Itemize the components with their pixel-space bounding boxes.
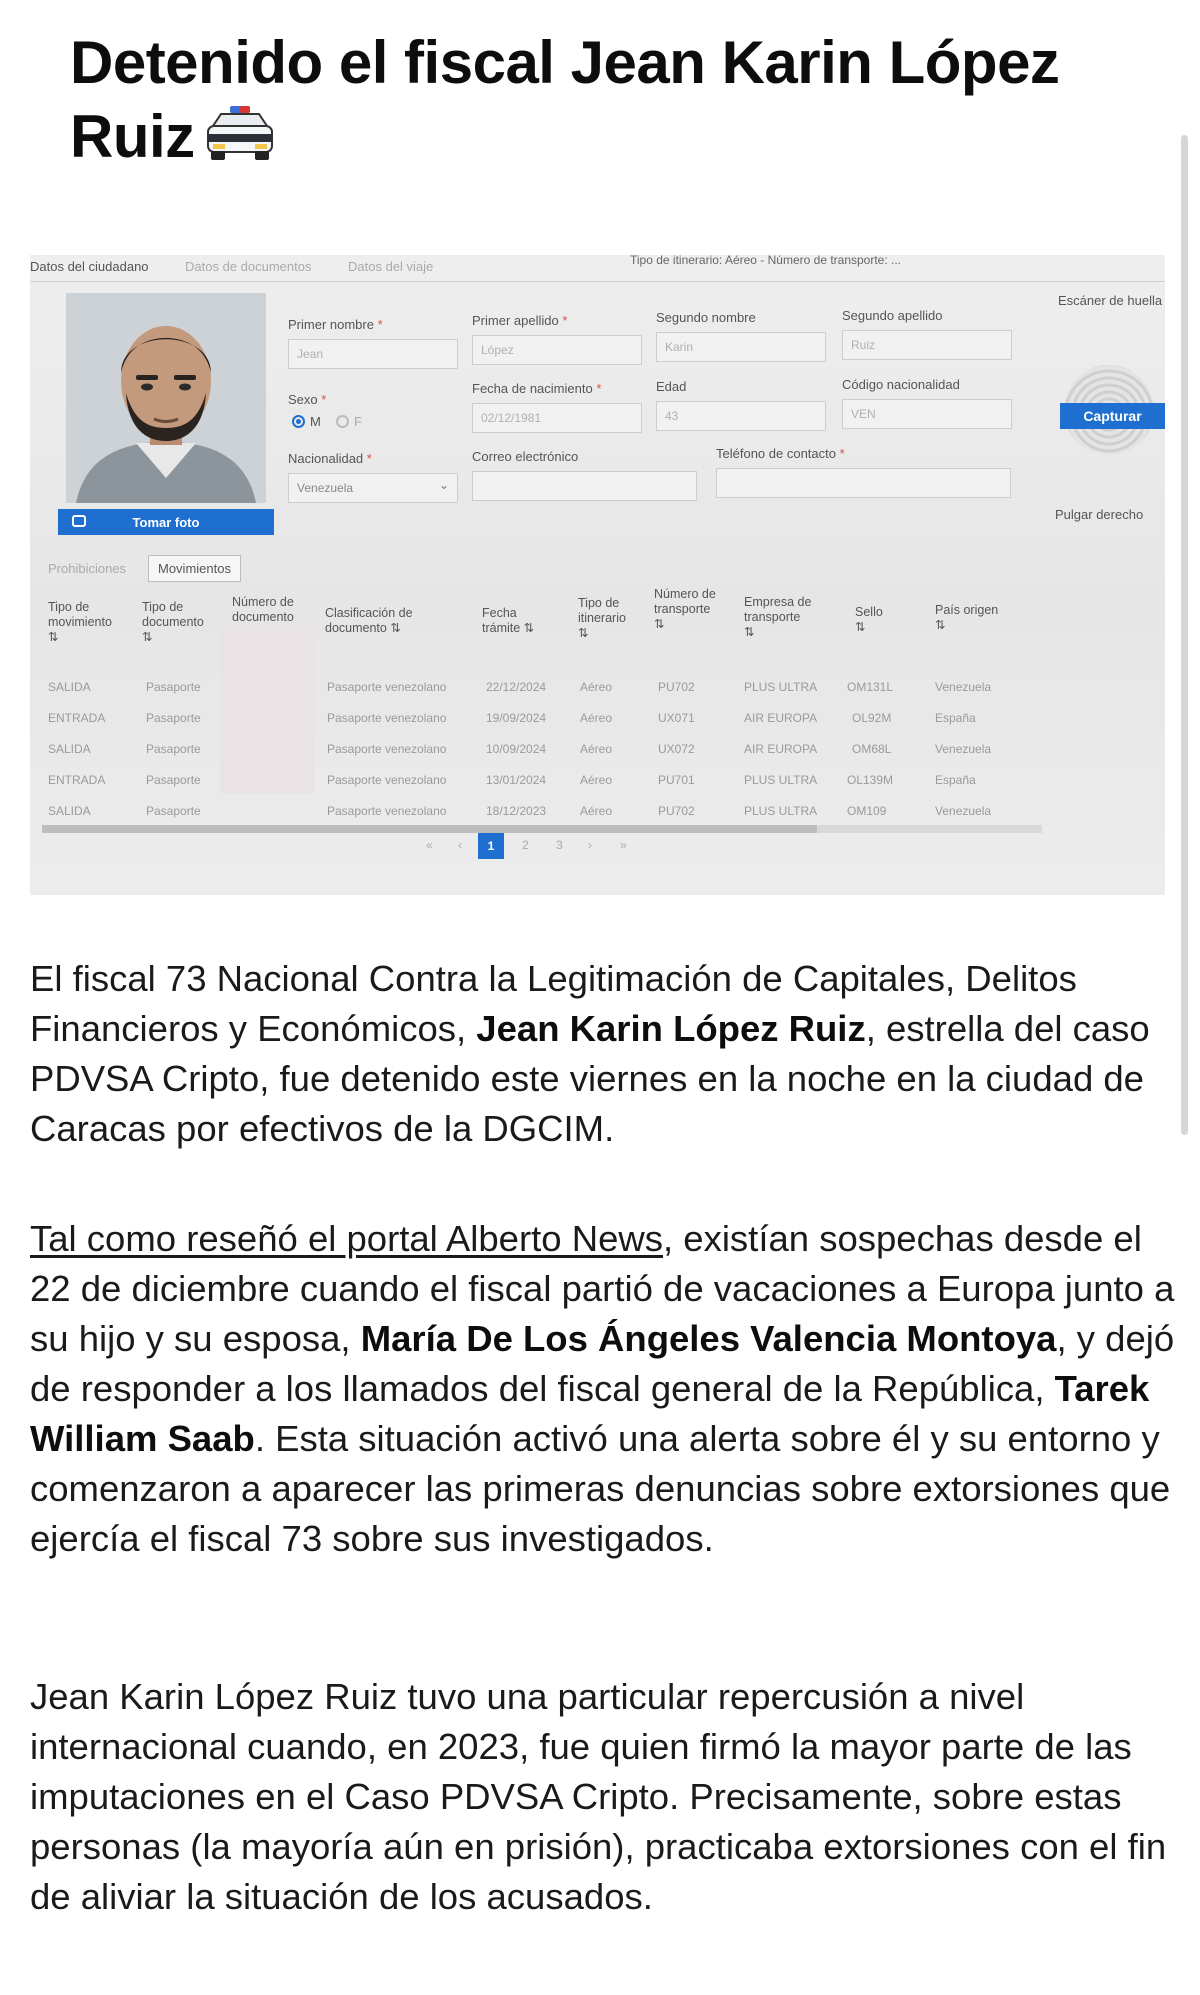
- th-empresa: Empresa de transporte ⇅: [744, 595, 812, 639]
- capture-button[interactable]: Capturar: [1060, 403, 1165, 429]
- cell-doc-type: Pasaporte: [146, 742, 201, 756]
- cell-classification: Pasaporte venezolano: [327, 742, 447, 756]
- th-clasificacion: Clasificación de documento ⇅: [325, 606, 413, 635]
- cell-company: AIR EUROPA: [744, 711, 818, 725]
- sexo-f-label: F: [354, 414, 362, 429]
- cell-date: 22/12/2024: [486, 680, 547, 694]
- pager-first[interactable]: «: [426, 838, 433, 852]
- telefono-label: Teléfono de contacto *: [716, 446, 845, 461]
- scanner-label: Escáner de huella: [1058, 293, 1163, 308]
- primer-apellido-field[interactable]: López: [472, 335, 642, 365]
- fecha-nacimiento-label: Fecha de nacimiento *: [472, 381, 602, 396]
- cell-origin-country: Venezuela: [935, 804, 992, 818]
- cell-classification: Pasaporte venezolano: [327, 804, 447, 818]
- cell-transport-number: UX071: [658, 711, 695, 725]
- th-pais-origen: País origen ⇅: [935, 603, 999, 632]
- th-numero-documento: Número de documento: [232, 595, 294, 624]
- cell-itinerary: Aéreo: [580, 742, 613, 756]
- cell-origin-country: Venezuela: [935, 680, 992, 694]
- bold-name-maria: María De Los Ángeles Valencia Montoya: [360, 1318, 1057, 1359]
- cell-classification: Pasaporte venezolano: [327, 680, 447, 694]
- chevron-down-icon: ⌄: [438, 478, 449, 492]
- bold-name-jean-karin: Jean Karin López Ruiz: [476, 1008, 866, 1049]
- th-fecha: Fecha trámite ⇅: [482, 606, 535, 635]
- bold-name-tarek: Tarek William Saab: [30, 1368, 1150, 1459]
- cell-itinerary: Aéreo: [580, 680, 613, 694]
- title-text: Detenido el fiscal Jean Karin López Ruiz: [70, 29, 1060, 170]
- primer-nombre-field[interactable]: Jean: [288, 339, 458, 369]
- edad-label: Edad: [656, 379, 687, 394]
- th-tipo-documento: Tipo de documento ⇅: [142, 600, 204, 644]
- scrollbar[interactable]: [1181, 135, 1188, 1135]
- thumb-label: Pulgar derecho: [1055, 507, 1144, 522]
- cell-doc-type: Pasaporte: [146, 711, 201, 725]
- telefono-field[interactable]: [716, 468, 1011, 498]
- segundo-nombre-field[interactable]: Karin: [656, 332, 826, 362]
- cell-classification: Pasaporte venezolano: [327, 711, 447, 725]
- th-numero-transporte: Número de transporte ⇅: [654, 587, 716, 631]
- tab-datos-viaje[interactable]: Datos del viaje: [348, 259, 434, 274]
- codigo-nacionalidad-field[interactable]: VEN: [842, 399, 1012, 429]
- primer-nombre-label: Primer nombre *: [288, 317, 383, 332]
- cell-transport-number: PU702: [658, 804, 695, 818]
- citizen-portrait: [66, 293, 266, 503]
- pager-page-2[interactable]: 2: [522, 838, 529, 852]
- cell-date: 10/09/2024: [486, 742, 547, 756]
- correo-field[interactable]: [472, 471, 697, 501]
- tab-datos-ciudadano[interactable]: Datos del ciudadano: [30, 259, 149, 274]
- article-paragraph-1: El fiscal 73 Nacional Contra la Legitimación de Capitales, Delitos Financieros y Económicos, Jean Karin López Ruiz, estrella del caso PDVSA Cripto, fue detenido este viernes en la noche en la ciudad de Caracas por efectivos de la DGCIM.: [30, 958, 1150, 1149]
- cell-date: 18/12/2023: [486, 804, 547, 818]
- correo-label: Correo electrónico: [472, 449, 579, 464]
- cell-company: AIR EUROPA: [744, 742, 818, 756]
- th-tipo-itinerario: Tipo de itinerario ⇅: [578, 596, 626, 640]
- cell-transport-number: PU702: [658, 680, 695, 694]
- redacted-document-numbers: [220, 625, 315, 793]
- take-photo-label: Tomar foto: [132, 514, 200, 530]
- itinerary-summary: Tipo de itinerario: Aéreo - Número de transporte: ...: [630, 255, 902, 267]
- fecha-nacimiento-field[interactable]: 02/12/1981: [472, 403, 642, 433]
- tab-prohibiciones[interactable]: Prohibiciones: [48, 561, 127, 576]
- segundo-apellido-label: Segundo apellido: [842, 308, 943, 323]
- cell-doc-type: Pasaporte: [146, 773, 201, 787]
- tab-datos-documentos[interactable]: Datos de documentos: [185, 259, 312, 274]
- camera-icon: [72, 515, 86, 527]
- cell-stamp: OM68L: [852, 742, 892, 756]
- cell-doc-type: Pasaporte: [146, 680, 201, 694]
- cell-stamp: OM109: [847, 804, 887, 818]
- pager-page-3[interactable]: 3: [556, 838, 563, 852]
- take-photo-button[interactable]: [58, 509, 274, 535]
- th-tipo-movimiento: Tipo de movimiento ⇅: [48, 600, 112, 644]
- nacionalidad-label: Nacionalidad *: [288, 451, 372, 466]
- cell-doc-type: Pasaporte: [146, 804, 201, 818]
- cell-company: PLUS ULTRA: [744, 680, 818, 694]
- th-sello: Sello ⇅: [855, 605, 883, 634]
- screen-tabbar: [30, 255, 1165, 282]
- cell-movement-type: SALIDA: [48, 742, 91, 756]
- segundo-apellido-field[interactable]: Ruiz: [842, 330, 1012, 360]
- passport-screen-photo: [30, 255, 1165, 895]
- cell-company: PLUS ULTRA: [744, 773, 818, 787]
- pager-prev[interactable]: ‹: [458, 838, 462, 852]
- table-horizontal-scrollbar[interactable]: [42, 825, 1042, 833]
- cell-itinerary: Aéreo: [580, 804, 613, 818]
- alberto-news-link[interactable]: Tal como reseñó el portal Alberto News: [30, 1218, 663, 1259]
- cell-itinerary: Aéreo: [580, 711, 613, 725]
- cell-stamp: OL92M: [852, 711, 892, 725]
- cell-company: PLUS ULTRA: [744, 804, 818, 818]
- cell-movement-type: ENTRADA: [48, 711, 106, 725]
- article-title: [70, 26, 1070, 179]
- sexo-m-label: M: [310, 414, 321, 429]
- cell-origin-country: España: [935, 711, 976, 725]
- codigo-nacionalidad-label: Código nacionalidad: [842, 377, 960, 392]
- cell-transport-number: PU701: [658, 773, 695, 787]
- cell-origin-country: España: [935, 773, 976, 787]
- cell-itinerary: Aéreo: [580, 773, 613, 787]
- sexo-label: Sexo *: [288, 392, 327, 407]
- cell-origin-country: Venezuela: [935, 742, 992, 756]
- cell-date: 13/01/2024: [486, 773, 547, 787]
- cell-transport-number: UX072: [658, 742, 695, 756]
- cell-movement-type: SALIDA: [48, 804, 91, 818]
- cell-movement-type: SALIDA: [48, 680, 91, 694]
- pager-page-1[interactable]: 1: [478, 833, 504, 859]
- article-paragraph-2: Tal como reseñó el portal Alberto News, existían sospechas desde el 22 de diciembre cuando el fiscal partió de vacaciones a Europa junto a su hijo y su esposa, María De Los Ángeles Valencia Montoya, y dejó de responder a los llamados del fiscal general de la República, Tarek William Saab. Esta situación activó una alerta sobre él y su entorno y comenzaron a aparecer las primeras denuncias sobre extorsiones que ejercía el fiscal 73 sobre sus investigados.: [30, 1218, 1175, 1559]
- edad-field[interactable]: 43: [656, 401, 826, 431]
- tab-movimientos[interactable]: Movimientos: [148, 555, 241, 582]
- cell-date: 19/09/2024: [486, 711, 547, 725]
- cell-stamp: OL139M: [847, 773, 894, 787]
- cell-stamp: OM131L: [847, 680, 894, 694]
- segundo-nombre-label: Segundo nombre: [656, 310, 756, 325]
- police-car-icon: [205, 104, 275, 179]
- cell-movement-type: ENTRADA: [48, 773, 106, 787]
- sexo-f-radio[interactable]: [336, 415, 349, 428]
- nacionalidad-select[interactable]: Venezuela ⌄: [288, 473, 458, 503]
- pager-last[interactable]: »: [620, 838, 627, 852]
- article-paragraph-3: Jean Karin López Ruiz tuvo una particular repercusión a nivel internacional cuando, en 2023, fue quien firmó la mayor parte de las imputaciones en el Caso PDVSA Cripto. Precisamente, sobre estas personas (la mayoría aún en prisión), practicaba extorsiones con el fin de aliviar la situación de los acusados.: [30, 1676, 1167, 1917]
- scrollbar-thumb[interactable]: [42, 825, 817, 833]
- pager-next[interactable]: ›: [588, 838, 592, 852]
- primer-apellido-label: Primer apellido *: [472, 313, 568, 328]
- cell-classification: Pasaporte venezolano: [327, 773, 447, 787]
- sexo-m-radio[interactable]: [292, 415, 305, 428]
